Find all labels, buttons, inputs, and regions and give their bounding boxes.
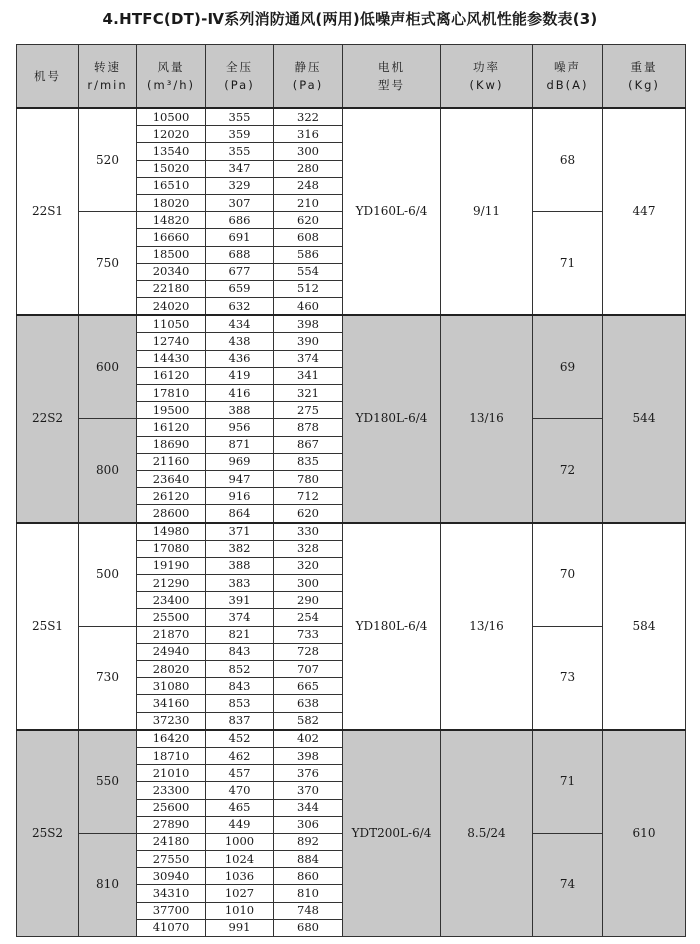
static-pressure-cell: 512: [274, 280, 343, 297]
noise-cell: 68: [533, 108, 603, 212]
static-pressure-cell: 586: [274, 246, 343, 263]
total-pressure-cell: 383: [206, 575, 274, 592]
noise-cell: 71: [533, 730, 603, 834]
model-cell: 25S2: [17, 730, 79, 937]
flow-cell: 17080: [137, 540, 206, 557]
speed-cell: 750: [79, 212, 137, 316]
speed-cell: 810: [79, 833, 137, 936]
flow-cell: 28020: [137, 661, 206, 678]
static-pressure-cell: 620: [274, 505, 343, 523]
static-pressure-cell: 290: [274, 592, 343, 609]
static-pressure-cell: 780: [274, 470, 343, 487]
total-pressure-cell: 470: [206, 782, 274, 799]
total-pressure-cell: 329: [206, 177, 274, 194]
flow-cell: 27890: [137, 816, 206, 833]
flow-cell: 23300: [137, 782, 206, 799]
static-pressure-cell: 620: [274, 212, 343, 229]
table-row: [17, 730, 686, 748]
static-pressure-cell: 280: [274, 160, 343, 177]
weight-cell: 584: [603, 523, 686, 730]
static-pressure-cell: 748: [274, 902, 343, 919]
flow-cell: 28600: [137, 505, 206, 523]
static-pressure-cell: 390: [274, 333, 343, 350]
total-pressure-cell: 969: [206, 453, 274, 470]
flow-cell: 21010: [137, 765, 206, 782]
speed-cell: 520: [79, 108, 137, 212]
model-group: [17, 315, 686, 522]
total-pressure-cell: 677: [206, 263, 274, 280]
total-pressure-cell: 691: [206, 229, 274, 246]
model-cell: 22S2: [17, 315, 79, 522]
static-pressure-cell: 344: [274, 799, 343, 816]
static-pressure-cell: 582: [274, 712, 343, 730]
total-pressure-cell: 853: [206, 695, 274, 712]
flow-cell: 31080: [137, 678, 206, 695]
header-static-pressure: 静压 (Pa): [274, 45, 343, 109]
speed-cell: 730: [79, 626, 137, 730]
flow-cell: 24180: [137, 833, 206, 850]
flow-cell: 16120: [137, 367, 206, 384]
power-cell: 13/16: [441, 315, 533, 522]
flow-cell: 37230: [137, 712, 206, 730]
noise-cell: 73: [533, 626, 603, 730]
motor-cell: YDT200L-6/4: [343, 730, 441, 937]
flow-cell: 14430: [137, 350, 206, 367]
total-pressure-cell: 852: [206, 661, 274, 678]
static-pressure-cell: 328: [274, 540, 343, 557]
static-pressure-cell: 867: [274, 436, 343, 453]
total-pressure-cell: 434: [206, 315, 274, 333]
motor-cell: YD180L-6/4: [343, 523, 441, 730]
total-pressure-cell: 355: [206, 143, 274, 160]
noise-cell: 72: [533, 419, 603, 523]
model-group: [17, 108, 686, 315]
noise-cell: 70: [533, 523, 603, 627]
flow-cell: 24940: [137, 643, 206, 660]
flow-cell: 14820: [137, 212, 206, 229]
flow-cell: 37700: [137, 902, 206, 919]
static-pressure-cell: 810: [274, 885, 343, 902]
total-pressure-cell: 1010: [206, 902, 274, 919]
static-pressure-cell: 370: [274, 782, 343, 799]
header-power: 功率 (Kw): [441, 45, 533, 109]
motor-cell: YD180L-6/4: [343, 315, 441, 522]
total-pressure-cell: 382: [206, 540, 274, 557]
total-pressure-cell: 821: [206, 626, 274, 643]
header-speed: 转速 r/min: [79, 45, 137, 109]
flow-cell: 13540: [137, 143, 206, 160]
static-pressure-cell: 733: [274, 626, 343, 643]
total-pressure-cell: 355: [206, 108, 274, 126]
header-flow: 风量 (m³/h): [137, 45, 206, 109]
static-pressure-cell: 320: [274, 557, 343, 574]
flow-cell: 34310: [137, 885, 206, 902]
flow-cell: 19190: [137, 557, 206, 574]
total-pressure-cell: 388: [206, 557, 274, 574]
speed-cell: 800: [79, 419, 137, 523]
table-row: [17, 108, 686, 126]
flow-cell: 21160: [137, 453, 206, 470]
total-pressure-cell: 947: [206, 470, 274, 487]
weight-cell: 544: [603, 315, 686, 522]
total-pressure-cell: 686: [206, 212, 274, 229]
flow-cell: 22180: [137, 280, 206, 297]
weight-cell: 610: [603, 730, 686, 937]
total-pressure-cell: 359: [206, 126, 274, 143]
total-pressure-cell: 843: [206, 678, 274, 695]
model-cell: 22S1: [17, 108, 79, 315]
total-pressure-cell: 371: [206, 523, 274, 541]
model-group: [17, 523, 686, 730]
flow-cell: 27550: [137, 851, 206, 868]
total-pressure-cell: 347: [206, 160, 274, 177]
static-pressure-cell: 374: [274, 350, 343, 367]
flow-cell: 19500: [137, 402, 206, 419]
flow-cell: 16660: [137, 229, 206, 246]
speed-cell: 550: [79, 730, 137, 834]
power-cell: 8.5/24: [441, 730, 533, 937]
total-pressure-cell: 1024: [206, 851, 274, 868]
total-pressure-cell: 436: [206, 350, 274, 367]
speed-cell: 600: [79, 315, 137, 419]
flow-cell: 23640: [137, 470, 206, 487]
flow-cell: 34160: [137, 695, 206, 712]
static-pressure-cell: 554: [274, 263, 343, 280]
static-pressure-cell: 860: [274, 868, 343, 885]
total-pressure-cell: 374: [206, 609, 274, 626]
flow-cell: 16510: [137, 177, 206, 194]
table-row: [17, 523, 686, 541]
page-title: 4.HTFC(DT)-Ⅳ系列消防通风(两用)低噪声柜式离心风机性能参数表(3): [102, 10, 598, 28]
total-pressure-cell: 1027: [206, 885, 274, 902]
model-group: [17, 730, 686, 937]
static-pressure-cell: 330: [274, 523, 343, 541]
static-pressure-cell: 254: [274, 609, 343, 626]
total-pressure-cell: 843: [206, 643, 274, 660]
noise-cell: 69: [533, 315, 603, 419]
total-pressure-cell: 659: [206, 280, 274, 297]
flow-cell: 16420: [137, 730, 206, 748]
total-pressure-cell: 956: [206, 419, 274, 436]
static-pressure-cell: 300: [274, 143, 343, 160]
header-weight: 重量 (Kg): [603, 45, 686, 109]
flow-cell: 14980: [137, 523, 206, 541]
weight-cell: 447: [603, 108, 686, 315]
total-pressure-cell: 864: [206, 505, 274, 523]
static-pressure-cell: 376: [274, 765, 343, 782]
model-cell: 25S1: [17, 523, 79, 730]
total-pressure-cell: 416: [206, 385, 274, 402]
flow-cell: 18500: [137, 246, 206, 263]
flow-cell: 11050: [137, 315, 206, 333]
table-row: [17, 315, 686, 333]
total-pressure-cell: 449: [206, 816, 274, 833]
flow-cell: 18020: [137, 194, 206, 211]
header-model: 机号: [17, 45, 79, 109]
static-pressure-cell: 398: [274, 315, 343, 333]
header-total-pressure: 全压 (Pa): [206, 45, 274, 109]
flow-cell: 12020: [137, 126, 206, 143]
static-pressure-cell: 210: [274, 194, 343, 211]
total-pressure-cell: 991: [206, 919, 274, 936]
static-pressure-cell: 306: [274, 816, 343, 833]
static-pressure-cell: 322: [274, 108, 343, 126]
flow-cell: 21290: [137, 575, 206, 592]
flow-cell: 18710: [137, 747, 206, 764]
static-pressure-cell: 892: [274, 833, 343, 850]
total-pressure-cell: 916: [206, 488, 274, 505]
flow-cell: 21870: [137, 626, 206, 643]
total-pressure-cell: 457: [206, 765, 274, 782]
power-cell: 13/16: [441, 523, 533, 730]
table-header: [17, 45, 686, 109]
static-pressure-cell: 608: [274, 229, 343, 246]
flow-cell: 16120: [137, 419, 206, 436]
flow-cell: 41070: [137, 919, 206, 936]
flow-cell: 10500: [137, 108, 206, 126]
flow-cell: 26120: [137, 488, 206, 505]
flow-cell: 12740: [137, 333, 206, 350]
flow-cell: 24020: [137, 298, 206, 316]
static-pressure-cell: 402: [274, 730, 343, 748]
noise-cell: 71: [533, 212, 603, 316]
flow-cell: 25600: [137, 799, 206, 816]
power-cell: 9/11: [441, 108, 533, 315]
flow-cell: 17810: [137, 385, 206, 402]
static-pressure-cell: 680: [274, 919, 343, 936]
static-pressure-cell: 665: [274, 678, 343, 695]
static-pressure-cell: 712: [274, 488, 343, 505]
static-pressure-cell: 248: [274, 177, 343, 194]
flow-cell: 25500: [137, 609, 206, 626]
static-pressure-cell: 638: [274, 695, 343, 712]
flow-cell: 18690: [137, 436, 206, 453]
static-pressure-cell: 728: [274, 643, 343, 660]
static-pressure-cell: 398: [274, 747, 343, 764]
speed-cell: 500: [79, 523, 137, 627]
total-pressure-cell: 871: [206, 436, 274, 453]
total-pressure-cell: 688: [206, 246, 274, 263]
static-pressure-cell: 275: [274, 402, 343, 419]
flow-cell: 15020: [137, 160, 206, 177]
fan-performance-table: [16, 44, 686, 937]
flow-cell: 20340: [137, 263, 206, 280]
total-pressure-cell: 388: [206, 402, 274, 419]
total-pressure-cell: 438: [206, 333, 274, 350]
total-pressure-cell: 391: [206, 592, 274, 609]
total-pressure-cell: 837: [206, 712, 274, 730]
header-motor: 电机 型号: [343, 45, 441, 109]
static-pressure-cell: 707: [274, 661, 343, 678]
flow-cell: 30940: [137, 868, 206, 885]
total-pressure-cell: 452: [206, 730, 274, 748]
static-pressure-cell: 341: [274, 367, 343, 384]
static-pressure-cell: 300: [274, 575, 343, 592]
total-pressure-cell: 465: [206, 799, 274, 816]
static-pressure-cell: 321: [274, 385, 343, 402]
motor-cell: YD160L-6/4: [343, 108, 441, 315]
total-pressure-cell: 419: [206, 367, 274, 384]
flow-cell: 23400: [137, 592, 206, 609]
static-pressure-cell: 460: [274, 298, 343, 316]
total-pressure-cell: 1036: [206, 868, 274, 885]
static-pressure-cell: 316: [274, 126, 343, 143]
total-pressure-cell: 462: [206, 747, 274, 764]
static-pressure-cell: 878: [274, 419, 343, 436]
total-pressure-cell: 1000: [206, 833, 274, 850]
static-pressure-cell: 835: [274, 453, 343, 470]
noise-cell: 74: [533, 833, 603, 936]
total-pressure-cell: 307: [206, 194, 274, 211]
header-noise: 噪声 dB(A): [533, 45, 603, 109]
static-pressure-cell: 884: [274, 851, 343, 868]
total-pressure-cell: 632: [206, 298, 274, 316]
